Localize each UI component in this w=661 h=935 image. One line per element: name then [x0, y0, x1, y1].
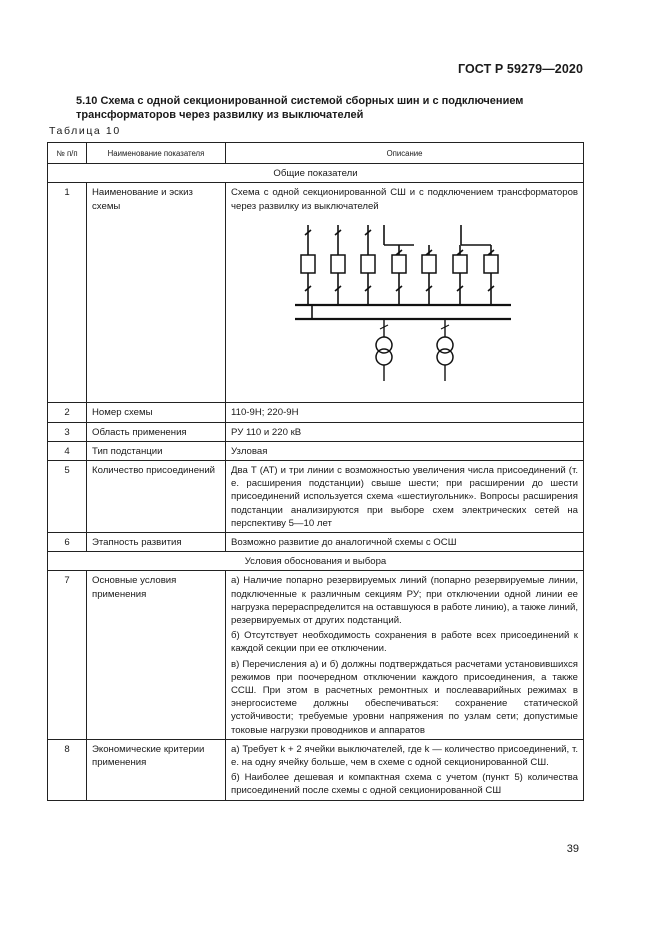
row-name: Количество присоединений [87, 461, 226, 533]
breaker-symbol [453, 255, 467, 273]
row-description [226, 571, 584, 739]
row-number: 6 [48, 533, 87, 552]
breaker-symbol [484, 255, 498, 273]
row-name: Основные условия применения [87, 571, 226, 739]
row-name: Область применения [87, 422, 226, 441]
table-row [48, 441, 584, 460]
row-number: 4 [48, 441, 87, 460]
substation-schematic [293, 225, 513, 383]
description-paragraph: РУ 110 и 220 кВ [231, 426, 302, 438]
row-name: Тип подстанции [87, 441, 226, 460]
table-row [48, 571, 584, 739]
description-paragraph: в) Перечисления а) и б) должны подтверждаться расчетами установившихся режимов при поочередном отключении каждого присоединения, а также ССШ. При этом в расчетных ремонтных и послеаварийных режимах в энергосистеме должны обеспечиваться: сохранение статической устойчивости; требуемые уровни напряжения по узлам сети; допустимые токовые нагрузки проводников и аппаратов [231, 658, 578, 736]
description-paragraph: а) Требует k + 2 ячейки выключателей, где k — количество присоединений, т. е. на одну ячейку больше, чем в схеме с одной секционированной СШ. [231, 743, 578, 769]
row-description [226, 533, 584, 552]
description-paragraph: б) Наиболее дешевая и компактная схема с учетом (пункт 5) количества присоединений после схемы с одной секционированной СШ [231, 772, 578, 797]
row-number: 7 [48, 571, 87, 739]
section-heading: Условия обоснования и выбора [48, 552, 584, 571]
column-header-name: Наименование показателя [87, 143, 226, 164]
section-heading: Общие показатели [48, 164, 584, 183]
table-row [48, 533, 584, 552]
row-number: 3 [48, 422, 87, 441]
row-description [226, 183, 584, 403]
column-header-number: № п/п [48, 143, 87, 164]
row-number: 2 [48, 403, 87, 422]
section-row-general [48, 164, 584, 183]
description-paragraph: Схема с одной секционированной СШ и с подключением трансформаторов через развилку из выключателей [231, 187, 578, 212]
document-code: ГОСТ Р 59279—2020 [457, 62, 583, 76]
row-description [226, 403, 584, 422]
description-paragraph: 110-9Н; 220-9Н [231, 407, 299, 419]
row-description [226, 461, 584, 533]
table-row [48, 461, 584, 533]
description-paragraph: Два Т (АТ) и три линии с возможностью увеличения числа присоединений (т. е. расширения подстанции) свыше шести; при расширении до шести присоединений используется схема «шестиугольник». Вопросы расширения подстанции анализируются при выборе схем электрических сетей на перспективу 5—10 лет [231, 465, 578, 529]
description-paragraph: б) Отсутствует необходимость сохранения в работе всех присоединений к каждой секции при ее отключении. [231, 630, 578, 655]
row-number: 5 [48, 461, 87, 533]
row-name: Экономические критерии применения [87, 739, 226, 800]
row-description [226, 441, 584, 460]
row-description [226, 422, 584, 441]
table-header-row [48, 143, 584, 164]
breaker-symbol [392, 255, 406, 273]
description-paragraph: Возможно развитие до аналогичной схемы с ОСШ [231, 537, 457, 549]
row-name: Наименование и эскиз схемы [87, 183, 226, 403]
section-row-conditions [48, 552, 584, 571]
section-title: 5.10 Схема с одной секционированной системой сборных шин и с подключением трансформаторов через развилку из выключателей [76, 95, 524, 121]
breaker-symbol [361, 255, 375, 273]
row-name: Этапность развития [87, 533, 226, 552]
breaker-symbol [422, 255, 436, 273]
table-row [48, 422, 584, 441]
page-number: 39 [566, 843, 579, 855]
description-paragraph: а) Наличие попарно резервируемых линий (попарно резервируемые линии, подключенные к различным секциям РУ; при отключении одной линии ее нагрузка перераспределится на оставшуюся в работе линию), а также линий, резервируемых от других подстанций. [231, 575, 578, 627]
description-paragraph: Узловая [231, 445, 268, 457]
row-name: Номер схемы [87, 403, 226, 422]
row-number: 8 [48, 739, 87, 800]
table-row [48, 739, 584, 800]
table-row [48, 183, 584, 403]
column-header-description: Описание [226, 143, 584, 164]
row-number: 1 [48, 183, 87, 403]
table-label: Таблица 10 [49, 125, 121, 137]
table-10 [47, 142, 584, 801]
breaker-symbol [331, 255, 345, 273]
table-row [48, 403, 584, 422]
row-description [226, 739, 584, 800]
breaker-symbol [301, 255, 315, 273]
